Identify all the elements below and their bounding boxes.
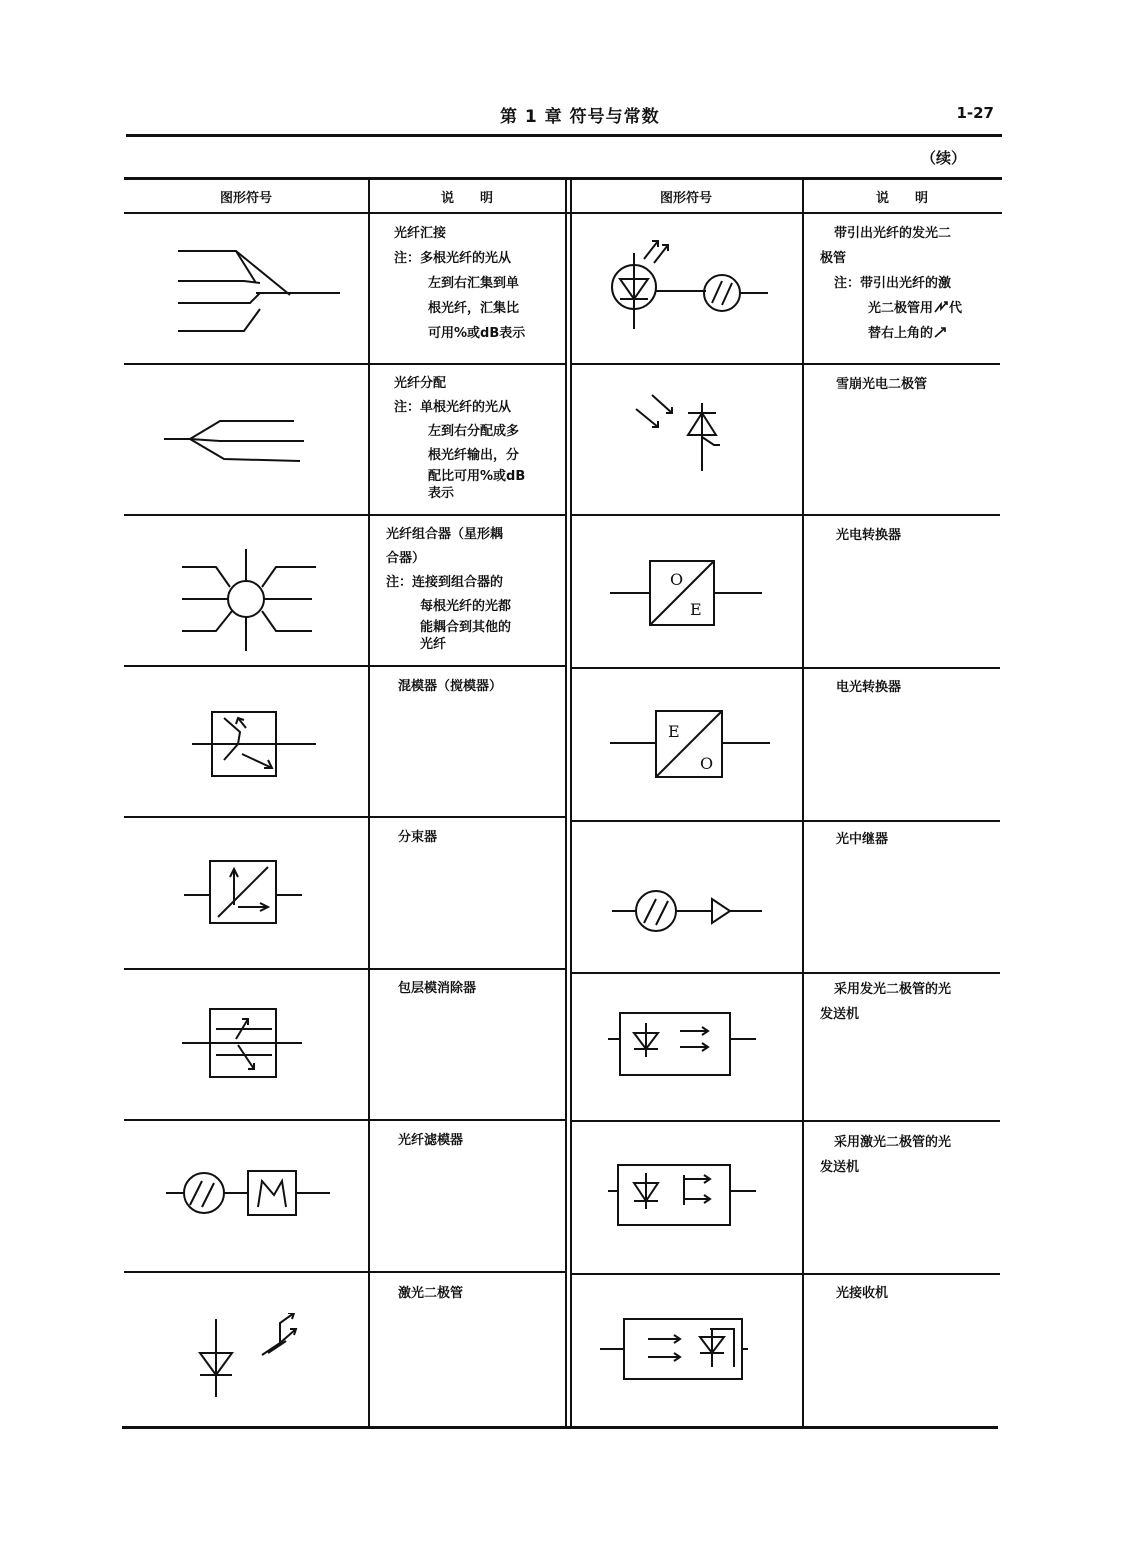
note-line: 注：带引出光纤的激 bbox=[834, 276, 952, 291]
desc-title-continued: 合器） bbox=[386, 551, 426, 566]
desc-laser-diode bbox=[398, 1281, 463, 1306]
desc-title: 光纤滤模器 bbox=[398, 1133, 464, 1148]
letter-o: O bbox=[670, 570, 684, 589]
note-line: 配比可用%或dB bbox=[428, 469, 526, 484]
letter-o: O bbox=[700, 754, 714, 773]
letter-e: E bbox=[668, 722, 680, 741]
desc-star-coupler bbox=[386, 523, 511, 653]
column-header-symbol-right: 图形符号 bbox=[659, 191, 712, 206]
fiber-distributor-icon bbox=[160, 409, 310, 479]
desc-fiber-concentrator bbox=[394, 221, 525, 346]
fiber-mode-filter-icon bbox=[164, 1165, 330, 1221]
desc-title: 光纤组合器（星形耦 bbox=[386, 527, 504, 542]
desc-title: 采用激光二极管的光 bbox=[834, 1135, 952, 1150]
pigtailed-led-icon bbox=[602, 233, 772, 337]
desc-title: 电光转换器 bbox=[836, 680, 902, 695]
desc-cladding-mode-stripper bbox=[398, 976, 476, 1001]
desc-title: 光纤分配 bbox=[394, 376, 447, 391]
note-line: 注：单根光纤的光从 bbox=[394, 400, 512, 415]
desc-beam-splitter bbox=[398, 825, 437, 850]
desc-pigtailed-led bbox=[820, 221, 963, 346]
page-number: 1-27 bbox=[956, 104, 994, 122]
optical-repeater-icon bbox=[610, 887, 766, 937]
row-divider bbox=[124, 665, 566, 667]
desc-fiber-mode-filter bbox=[398, 1128, 463, 1153]
column-header-symbol-left: 图形符号 bbox=[219, 191, 272, 206]
desc-title: 光电转换器 bbox=[836, 528, 902, 543]
light-arrow-icon bbox=[933, 325, 949, 339]
note-line: 左到右分配成多 bbox=[428, 424, 520, 439]
desc-led-transmitter bbox=[820, 977, 952, 1027]
desc-title: 分束器 bbox=[398, 830, 438, 845]
row-divider bbox=[124, 1271, 566, 1273]
note-text: 替右上角的 bbox=[868, 326, 934, 341]
desc-title: 光接收机 bbox=[836, 1286, 889, 1301]
row-divider bbox=[570, 1273, 1000, 1275]
desc-title-continued: 发送机 bbox=[820, 1160, 860, 1175]
desc-optical-receiver bbox=[836, 1281, 888, 1306]
e-o-converter-icon bbox=[608, 709, 774, 781]
row-divider bbox=[570, 1120, 1000, 1122]
note-line: 能耦合到其他的 bbox=[420, 620, 512, 635]
desc-title-continued: 发送机 bbox=[820, 1007, 860, 1022]
column-divider-center-double bbox=[570, 179, 572, 1427]
running-head bbox=[120, 100, 1000, 130]
note-line: 光纤 bbox=[420, 637, 447, 652]
header-rule bbox=[126, 134, 1002, 137]
chapter-title: 第 1 章 符号与常数 bbox=[500, 107, 660, 127]
note-line bbox=[834, 296, 962, 321]
row-divider bbox=[124, 816, 566, 818]
row-divider bbox=[570, 667, 1000, 669]
note-line: 每根光纤的光都 bbox=[420, 599, 512, 614]
note-line: 注：连接到组合器的 bbox=[386, 575, 504, 590]
o-e-converter-icon bbox=[608, 557, 768, 629]
row-divider bbox=[570, 820, 1000, 822]
row-divider bbox=[124, 514, 566, 516]
note-text: 光二极管用 bbox=[868, 301, 934, 316]
column-divider-center bbox=[565, 179, 567, 1427]
row-divider bbox=[570, 363, 1000, 365]
desc-title: 带引出光纤的发光二 bbox=[834, 226, 952, 241]
desc-title-continued: 极管 bbox=[820, 251, 847, 266]
note-line: 根光纤，汇集比 bbox=[428, 301, 520, 316]
note-line: 可用%或dB表示 bbox=[428, 326, 526, 341]
desc-fiber-distributor bbox=[394, 372, 525, 502]
row-divider bbox=[124, 1119, 566, 1121]
desc-o-e-converter bbox=[836, 523, 901, 548]
desc-title: 雪崩光电二极管 bbox=[836, 377, 928, 392]
beam-splitter-icon bbox=[182, 857, 306, 927]
mode-mixer-icon bbox=[190, 704, 322, 780]
laser-transmitter-icon bbox=[606, 1161, 756, 1229]
desc-laser-transmitter bbox=[820, 1130, 952, 1180]
note-line: 注：多根光纤的光从 bbox=[394, 251, 512, 266]
table-top-rule bbox=[124, 177, 1002, 180]
avalanche-photodiode-icon bbox=[628, 389, 748, 475]
desc-title: 混模器（搅模器） bbox=[398, 679, 503, 694]
note-suffix: 代 bbox=[949, 301, 963, 316]
note-line: 根光纤输出，分 bbox=[428, 448, 520, 463]
desc-mode-mixer bbox=[398, 674, 502, 699]
desc-optical-repeater bbox=[836, 827, 888, 852]
row-divider bbox=[570, 514, 1000, 516]
desc-title: 采用发光二极管的光 bbox=[834, 982, 952, 997]
column-header-desc-left: 说 明 bbox=[440, 191, 493, 206]
symbol-table bbox=[124, 177, 1002, 1429]
row-divider bbox=[124, 968, 566, 970]
note-line: 左到右汇集到单 bbox=[428, 276, 520, 291]
laser-arrow-icon bbox=[933, 300, 949, 314]
cladding-mode-stripper-icon bbox=[180, 1005, 304, 1081]
star-coupler-icon bbox=[178, 547, 318, 653]
column-header-desc-right: 说 明 bbox=[875, 191, 928, 206]
desc-title: 激光二极管 bbox=[398, 1286, 464, 1301]
desc-title: 光纤汇接 bbox=[394, 226, 447, 241]
table-bottom-rule bbox=[122, 1426, 998, 1429]
laser-diode-icon bbox=[192, 1313, 316, 1403]
desc-title: 光中继器 bbox=[836, 832, 889, 847]
note-line: 表示 bbox=[428, 486, 455, 501]
optical-receiver-icon bbox=[598, 1315, 748, 1383]
led-transmitter-icon bbox=[606, 1009, 756, 1079]
row-divider bbox=[570, 972, 1000, 974]
desc-e-o-converter bbox=[836, 675, 901, 700]
letter-e: E bbox=[690, 600, 702, 619]
column-divider bbox=[368, 179, 370, 1427]
note-line bbox=[834, 321, 962, 346]
fiber-concentrator-icon bbox=[164, 237, 354, 337]
table-header-rule bbox=[124, 212, 1002, 214]
continued-label: （续） bbox=[920, 149, 966, 167]
desc-avalanche-photodiode bbox=[836, 372, 927, 397]
desc-title: 包层模消除器 bbox=[398, 981, 477, 996]
column-divider bbox=[802, 179, 804, 1427]
row-divider bbox=[124, 363, 566, 365]
